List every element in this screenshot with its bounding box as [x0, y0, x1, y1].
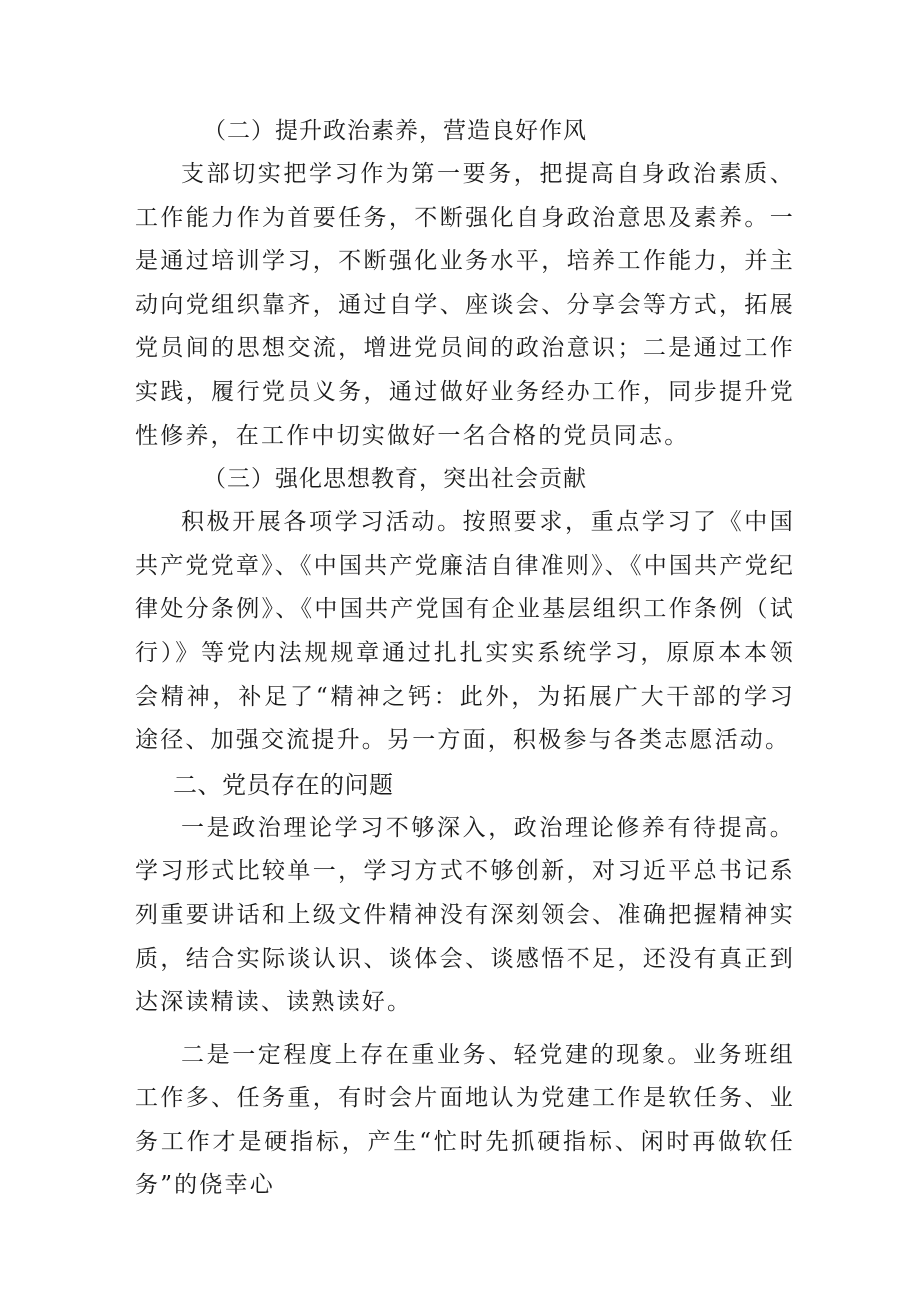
- paragraph-problem-one: 一是政治理论学习不够深入，政治理论修养有待提高。学习形式比较单一，学习方式不够创新，对习近平总书记系列重要讲话和上级文件精神没有深刻领会、准确把握精神实质，结合实际谈认识、谈体会、谈感悟不足，还没有真正到达深读精读、读熟读好。: [135, 814, 795, 1016]
- section-heading-problems: 二、党员存在的问题: [173, 770, 394, 799]
- paragraph-ideological-education: 积极开展各项学习活动。按照要求，重点学习了《中国共产党党章》、《中国共产党廉洁自律准则》、《中国共产党纪律处分条例》、《中国共产党国有企业基层组织工作条例（试行）》等党内法规规章通过扎扎实实系统学习，原原本本领会精神，补足了“精神之钙：此外，为拓展广大干部的学习途径、加强交流提升。另一方面，积极参与各类志愿活动。: [135, 509, 795, 754]
- paragraph-problem-two: 二是一定程度上存在重业务、轻党建的现象。业务班组工作多、任务重，有时会片面地认为党建工作是软任务、业务工作才是硬指标，产生“忙时先抓硬指标、闲时再做软任务”的侥幸心: [135, 1041, 795, 1199]
- subheading-two: （二）提升政治素养，营造良好作风: [203, 118, 587, 144]
- subheading-three: （三）强化思想教育，突出社会贡献: [203, 466, 587, 493]
- document-body: [135, 110, 795, 1208]
- paragraph-spacer: [135, 1025, 795, 1034]
- paragraph-political-quality: 支部切实把学习作为第一要务，把提高自身政治素质、工作能力作为首要任务，不断强化自身政治意思及素养。一是通过培训学习，不断强化业务水平，培养工作能力，并主动向党组织靠齐，通过自学、座谈会、分享会等方式，拓展党员间的思想交流，增进党员间的政治意识；二是通过工作实践，履行党员义务，通过做好业务经办工作，同步提升党性修养，在工作中切实做好一名合格的党员同志。: [135, 161, 795, 449]
